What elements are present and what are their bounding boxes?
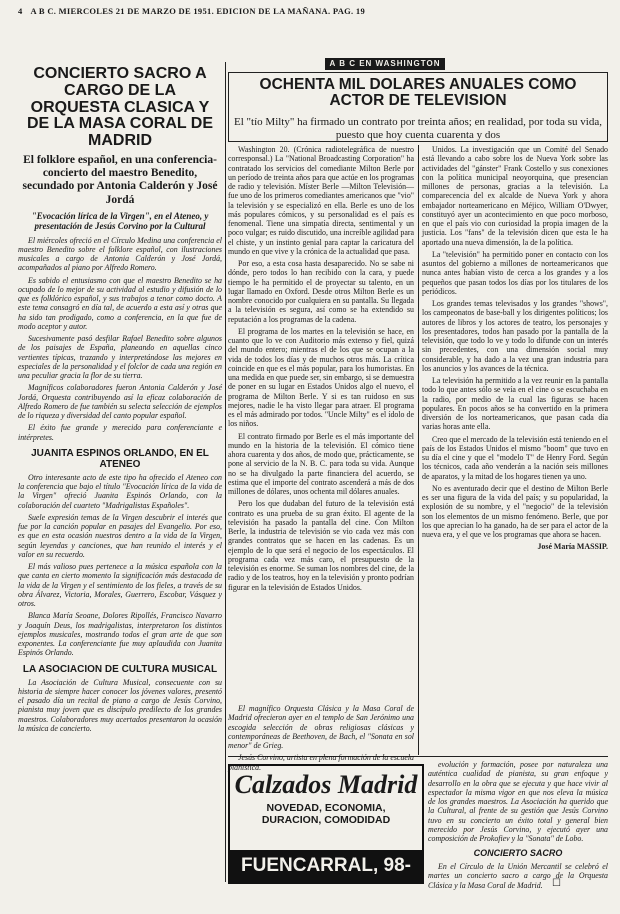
- paragraph: Washington 20. (Crónica radiotelegráfica de nuestro corresponsal.) La "National Broadcasting Corporation" ha contratado los servicios del comediante Milton Berle por un período de treinta años para que actúe en los programas de radio y televisión. Míster Berle —Milton Televisión— fue uno de los primeros comediantes americanos que "vio" la televisión y se especializó en ella. Berle es uno de los más populares cómicos, y su personalidad es el país es fenomenal. Tiene una simpatía directa, sentimental y un poco vulgar; es ruido discutido, una increíble agilidad para el chiste, y un instinto genial para captar la caricatura del mundo en que vive y la crónica de la actualidad que pasa.: [228, 145, 414, 256]
- paragraph: Unidos. La investigación que un Comité del Senado está llevando a cabo sobre los de Nueva York sobre las actividades del "gánster" Frank Costello y sus conexiones con la política municipal neoyorquina, que presencian millones de personas, gracias a la televisión. La comparecencia del ex alcalde de Nueva York y ahora embajador norteamericano en Méjico, William O'Dwyer, constituyó ayer un acontecimiento en que poco morboso, en que el país vio con curiosidad la propia imagen de la justicia. Los "fans" de la televisión dicen que esta le ha aportado una nueva dimensión, la de la política.: [422, 145, 608, 247]
- paragraph: El magnífico Orquesta Clásica y la Masa Coral de Madrid ofrecieron ayer en el templo de San Jerónimo una escogida selección de obras religiosas clásicas y contemporáneas de Beethoven, de Bach, el "Sonata en sol menor" de Grieg.: [228, 704, 414, 750]
- left-body: [18, 236, 222, 442]
- paragraph: Blanca María Seoane, Dolores Ripollés, Francisco Navarro y Joaquín Deus, los madrigalistas, interpretaron los distintos ejemplos musicales, mostrando todos el gran arte de que son exponentes. La conferenciante fue muy aplaudida con Juanita Espinós Orlando.: [18, 611, 222, 658]
- ad-slogan: [230, 802, 422, 826]
- paragraph: Pero los que dudaban del futuro de la televisión está contrato es una prueba de su gran éxito. El agente de la televisión ha pasado la pantalla del cine. Con Milton Berle, la industria de televisión se vio cada vez más con grandes contratos que se hacen en las cadenas. Es un ejemplo de lo que será el negocio de los espectáculos. El programa cada vez más caro, el presupuesto de la televisión es enorme. Se suman los nombres del cine, de la radio y de los teatros, hoy en la televisión y pronto podrían figurar en la televisión de Estados Unidos.: [228, 499, 414, 592]
- right-headline: OCHENTA MIL DOLARES ANUALES COMO ACTOR DE TELEVISION: [259, 76, 577, 110]
- paragraph: Otro interesante acto de este tipo ha ofrecido el Ateneo con la conferencia que bajo el título "Evocación lírica de la vida de la Virgen" ofreció Juanita Espinós Orlando, con la colaboración del cuarteto "Madrigalistas Españoles".: [18, 472, 222, 510]
- continuation-right: [428, 760, 608, 890]
- paragraph: La "televisión" ha permitido poner en contacto con los asuntos del gobierno a millones de norteamericanos que nunca antes habían visto de cerca a los grandes y a los pequeños que pasan todos los días por los titulares de los periódicos.: [422, 249, 608, 296]
- page-marker: 4: [18, 6, 23, 16]
- paragraph: La televisión ha permitido a la vez reunir en la pantalla todo lo que antes sólo se veía en el cine o se escuchaba en la radio, por medio de la cual las figuras se hacen populares. En pocos años se ha convertido en la primera diversión de los norteamericanos, que pasan cada día varias horas ante ella.: [422, 376, 608, 432]
- article-signature: José María MASSIP.: [537, 542, 608, 552]
- paragraph: Creo que el mercado de la televisión está teniendo en el país de los Estados Unidos el mismo "boom" que tuvo en su día el cine y que el "modelo T" de Henry Ford. Según los técnicos, cada año venderán a la nación seis millones de aparatos, y la mitad de los hogares tienen ya uno.: [422, 434, 608, 481]
- section1-head: JUANITA ESPINOS ORLANDO, EN EL ATENEO: [31, 447, 209, 470]
- column-rule: [225, 62, 226, 882]
- paragraph: No es aventurado decir que el destino de Milton Berle es ser una figura de la vida del país; y su popularidad, la explosión de su nombre, y el "negocio" de la televisión son los elementos de un mismo fenómeno. Berle, que por los que aprecian lo ha ganado, ha de ser para el actor de la nueva era, y el que ve los programas que ahora se hacen.: [422, 483, 608, 539]
- paragraph: Magníficos colaboradores fueron Antonia Calderón y José Jordá, Orquesta contribuyendo así la eficaz colaboración de Alfredo Romero de fue también su selecta selección de ejemplos de lo riqueza y diversidad del canto popular español.: [18, 383, 222, 421]
- right-col-a: [228, 145, 414, 755]
- header-line: A B C. MIERCOLES 21 DE MARZO DE 1951. EDICION DE LA MAÑANA. PAG. 19: [30, 6, 365, 16]
- section1-body: [18, 473, 222, 658]
- left-subdeck: "Evocación lírica de la Virgen", en el Ateneo, y presentación de Jesús Corvino por la Cultural: [31, 210, 209, 232]
- right-deck: El "tío Milty" ha firmado un contrato por treinta años; en realidad, por toda su vida, puesto que hoy cuenta cuarenta y dos: [234, 116, 602, 141]
- shoe-store-ad: [228, 764, 424, 908]
- paragraph: Jesús Corvino, artista en plena formación de la escuela pianística.: [228, 753, 414, 772]
- ad-slogan-line: DURACION, COMODIDAD: [261, 814, 391, 827]
- paragraph: El programa de los martes en la televisión se hace, en cuanto que lo ve con Auditorio más extenso y fiel, quizá del mundo entero; mientras el de los que se ocupan a la vida de todos los días y de muchos otros más. La crítica coincide en que es el más popular, para los humoristas. En una medida en que puede ser, sin embargo, si se demuestra de poner en su lugar en Estados Unidos algo el nuevo, el programa de Milton Berle. Y si es tan ruidoso en sus mejores, nadie le ha visto llegar para atraer. El programa es el más admirado por todos. "Uncle Milty" es el ídolo de los niños.: [228, 326, 414, 429]
- paragraph: El miércoles ofreció en el Círculo Medina una conferencia el maestro Benedito sobre el folklore español, con ilustraciones musicales a cargo de Antonia Calderón y José Jordá, acompañados al piano por Alfredo Romero.: [18, 235, 222, 273]
- section2-head: LA ASOCIACION DE CULTURA MUSICAL: [22, 663, 218, 675]
- left-deck: El folklore español, en una conferencia-concierto del maestro Benedito, secundado por Antonia Calderón y José Jordá: [22, 153, 218, 206]
- column-rule: [418, 145, 419, 755]
- ad-brand: Calzados Madrid: [234, 770, 418, 799]
- left-headline: CONCIERTO SACRO A CARGO DE LA ORQUESTA CLASICA Y DE LA MASA CORAL DE MADRID: [26, 65, 214, 150]
- corner-mark: ☐: [552, 878, 561, 889]
- ad-address: FUENCARRAL, 98-MADRID: [230, 850, 422, 882]
- paragraph: Suele expresión temas de la Virgen descubrir el interés que fue por la canción popular en pasajes del Evangelio. Por eso, es que en esta ocasión nuestros dentro a la vida de la Virgen, según leyendas y canciones, que han reunido el interés y el valor en su recuerdo.: [18, 512, 222, 559]
- paragraph: En el Círculo de la Unión Mercantil se celebró el martes un concierto sacro a cargo de la Orquesta Clásica y la Masa Coral de Madrid.: [428, 862, 608, 890]
- section-strip: A B C EN WASHINGTON: [325, 58, 445, 70]
- paragraph: El más valioso pues pertenece a la música española con la que canta en cierto momento la significación más destacada de la vida de la Virgen y el sentimiento de los fieles, a través de su obra Álvarez, Victoria, Morales, Guerrero, Escobar, Vásquez y otros.: [18, 562, 222, 609]
- paragraph: El éxito fue grande y merecido para conferenciante e intérpretes.: [18, 423, 222, 442]
- paragraph: evolución y formación, posee por naturaleza una auténtica cualidad de pianista, su gran enfoque y desarrollo en la obra que se ejecuta y que hace vivir al espectador la misma vigor en que nos eleva la música de los grandes maestros. La Asociación ha querido que la Cultural, al frente de su gestión que Jesús Corvino tuvo en su concierto un éxito total y general bien merecido por Jesús Corvino, y ejecutó ayer una composición de Prokofiev y la "Sonata" de Lobo.: [428, 760, 608, 843]
- ad-slogan-line: NOVEDAD, ECONOMIA,: [266, 802, 386, 814]
- section3-head: CONCIERTO SACRO: [473, 848, 563, 859]
- page-header: [18, 6, 608, 20]
- right-col-b: [422, 145, 608, 757]
- section2-body: [18, 678, 222, 734]
- paragraph: Es sabido el entusiasmo con que el maestro Benedito se ha ocupado de lo mejor de su actividad al estudio y difusión de lo que es folklórico español, y sus trabajos a tenor como docto. A este tema consagró en día tal, de acuerdo a esta así y otras que ha sido tan prodigado, como a conferencia, en la que fue de modo aceptor y autor.: [18, 275, 222, 331]
- concert-paragraphs: [228, 704, 414, 772]
- left-column: [18, 66, 222, 888]
- paragraph: El contrato firmado por Berle es el más importante del mundo en la historia de la televisión. El cómico tiene ahora cuarenta y dos años, de modo que, prácticamente, se pone al servicio de la N. B. C. para toda su vida. Aunque no se ha divulgado la parte financiera del acuerdo, se estima que el importe del contrato ascenderá a más de dos millones de dólares, unos ochenta mil dólares anuales.: [228, 431, 414, 496]
- paragraph: La Asociación de Cultura Musical, consecuente con su historia de siempre hacer conocer los jóvenes valores, presentó el pasado día un recital de piano a cargo de Jesús Corvino, pianista muy joven que es discípulo predilecto de los grandes maestros. Colaboradores muy acertados presentaron la ocasión la música de concierto.: [18, 677, 222, 733]
- paragraph: Los grandes temas televisados y los grandes "shows", los campeonatos de base-ball y los dirigentes políticos; los autores de libros y los actores de teatro, los personajes y los presentadores, todos han pasado por la pantalla de la televisión, que todo lo ve y todo lo difunde con un interés sin precedentes, con una dimensión social muy considerable, y ha dado a la vez una gran industria para los anuncios y los avances de la técnica.: [422, 299, 608, 373]
- paragraph: Sucesivamente pasó desfilar Rafael Benedito sobre algunos de los paisajes de España, planeando en aquellas cinco vertientes típicas, trazando y interpretándose las mejores en especiales de la personalidad y el folclor de cada una región en una peculiar gracia la flor de su tierra.: [18, 334, 222, 381]
- paragraph: Por eso, a esta cosa hasta desaparecido. No se sabe ni dónde, pero todos lo han recibido con la cara, y puede tiempo le ha permitido el de proyectar su talento, en un lugar llamado en Oxford. Desde otros Milton Berle es un nombre conocido por cualquiera en su pantalla. Su llegada a la televisión es segura, así como se ha extendido su reputación a los programas de la cadena.: [228, 259, 414, 324]
